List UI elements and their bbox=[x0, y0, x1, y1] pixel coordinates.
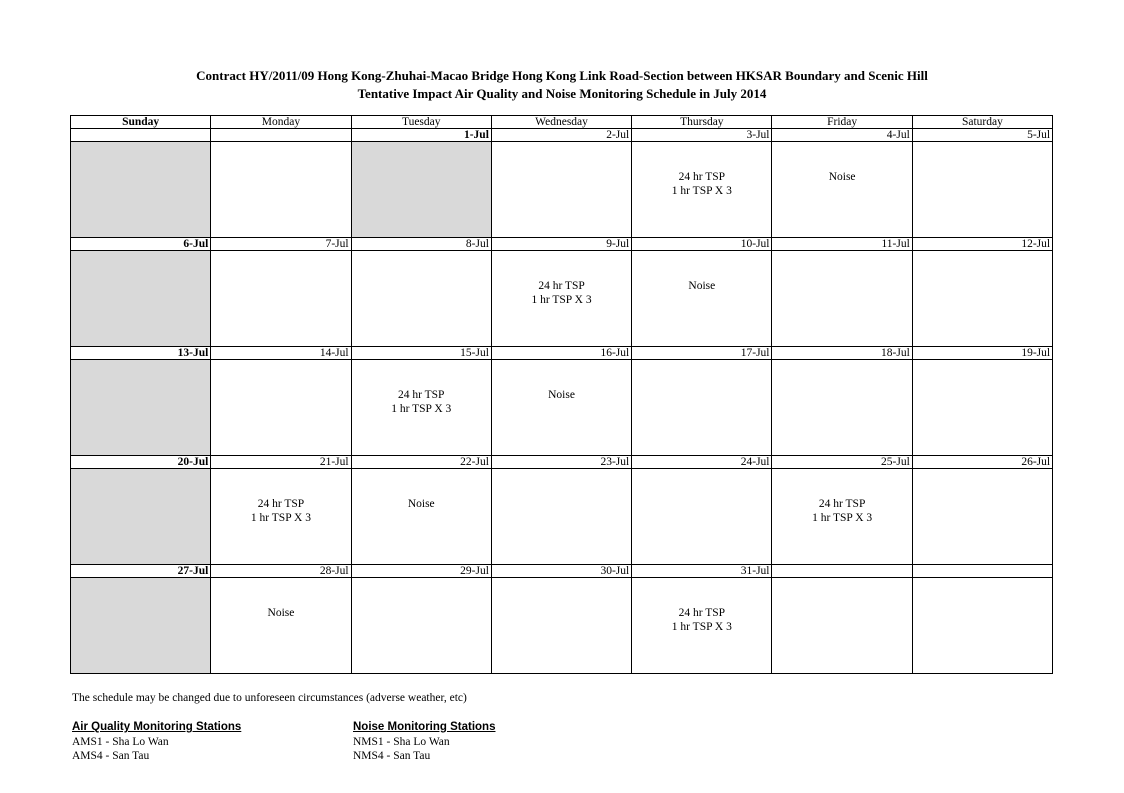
day-cell bbox=[491, 251, 631, 347]
day-cell bbox=[772, 360, 912, 456]
date-label: 20-Jul bbox=[71, 456, 211, 469]
day-cell bbox=[491, 360, 631, 456]
date-label: 30-Jul bbox=[491, 565, 631, 578]
day-cell bbox=[71, 360, 211, 456]
monitoring-event: Noise bbox=[828, 171, 856, 183]
day-cell bbox=[211, 360, 351, 456]
date-label: 13-Jul bbox=[71, 347, 211, 360]
monitoring-event: 24 hr TSP 1 hr TSP X 3 bbox=[531, 280, 592, 306]
date-label: 19-Jul bbox=[912, 347, 1052, 360]
weekday-header-sunday: Sunday bbox=[71, 116, 211, 129]
noise-heading: Noise Monitoring Stations bbox=[353, 721, 496, 733]
date-row bbox=[71, 456, 1053, 469]
date-label: 2-Jul bbox=[491, 129, 631, 142]
weekday-header-saturday: Saturday bbox=[912, 116, 1052, 129]
day-cells-row bbox=[71, 578, 1053, 674]
date-label: 11-Jul bbox=[772, 238, 912, 251]
calendar-table bbox=[70, 115, 1053, 674]
weekday-header-wednesday: Wednesday bbox=[491, 116, 631, 129]
day-cells-row bbox=[71, 251, 1053, 347]
monitoring-event: Noise bbox=[267, 607, 295, 619]
date-label: 5-Jul bbox=[912, 129, 1052, 142]
air-station-item: AMS4 - San Tau bbox=[72, 750, 150, 762]
noise-station-item: NMS1 - Sha Lo Wan bbox=[353, 736, 450, 748]
day-cell bbox=[632, 251, 772, 347]
weekday-header-thursday: Thursday bbox=[632, 116, 772, 129]
weekday-header-row bbox=[71, 116, 1053, 129]
day-cell bbox=[772, 142, 912, 238]
air-station-item: AMS1 - Sha Lo Wan bbox=[72, 736, 169, 748]
day-cell bbox=[912, 142, 1052, 238]
date-label: 15-Jul bbox=[351, 347, 491, 360]
date-label bbox=[71, 129, 211, 142]
day-cell bbox=[71, 142, 211, 238]
day-cell bbox=[351, 251, 491, 347]
monitoring-event: 24 hr TSP 1 hr TSP X 3 bbox=[250, 498, 311, 524]
day-cell bbox=[211, 142, 351, 238]
monitoring-event: 24 hr TSP 1 hr TSP X 3 bbox=[671, 607, 732, 633]
title-line-2: Tentative Impact Air Quality and Noise Monitoring Schedule in July 2014 bbox=[357, 86, 767, 101]
day-cell bbox=[351, 469, 491, 565]
air-quality-heading: Air Quality Monitoring Stations bbox=[72, 721, 242, 733]
noise-station-item: NMS4 - San Tau bbox=[353, 750, 431, 762]
day-cell bbox=[912, 251, 1052, 347]
date-label: 9-Jul bbox=[491, 238, 631, 251]
day-cell bbox=[632, 578, 772, 674]
date-row bbox=[71, 347, 1053, 360]
date-label: 27-Jul bbox=[71, 565, 211, 578]
day-cell bbox=[211, 251, 351, 347]
date-row bbox=[71, 129, 1053, 142]
date-label: 17-Jul bbox=[632, 347, 772, 360]
date-label: 25-Jul bbox=[772, 456, 912, 469]
day-cell bbox=[491, 578, 631, 674]
noise-legend bbox=[353, 720, 495, 763]
day-cell bbox=[912, 578, 1052, 674]
date-row bbox=[71, 238, 1053, 251]
day-cell bbox=[772, 251, 912, 347]
day-cell bbox=[71, 251, 211, 347]
date-label: 1-Jul bbox=[351, 129, 491, 142]
date-label: 12-Jul bbox=[912, 238, 1052, 251]
date-label: 14-Jul bbox=[211, 347, 351, 360]
day-cell bbox=[71, 469, 211, 565]
date-label: 7-Jul bbox=[211, 238, 351, 251]
day-cell bbox=[632, 360, 772, 456]
day-cell bbox=[632, 469, 772, 565]
date-label: 31-Jul bbox=[632, 565, 772, 578]
date-label bbox=[211, 129, 351, 142]
day-cell bbox=[211, 469, 351, 565]
date-label: 10-Jul bbox=[632, 238, 772, 251]
monitoring-event: 24 hr TSP 1 hr TSP X 3 bbox=[812, 498, 873, 524]
date-row bbox=[71, 565, 1053, 578]
day-cell bbox=[912, 469, 1052, 565]
title-line-1: Contract HY/2011/09 Hong Kong-Zhuhai-Macao Bridge Hong Kong Link Road-Section between HKSAR Boundary and Scenic Hill bbox=[196, 68, 928, 83]
day-cell bbox=[71, 578, 211, 674]
day-cells-row bbox=[71, 469, 1053, 565]
monitoring-event: 24 hr TSP 1 hr TSP X 3 bbox=[671, 171, 732, 197]
date-label: 3-Jul bbox=[632, 129, 772, 142]
weekday-header-tuesday: Tuesday bbox=[351, 116, 491, 129]
monitoring-event: 24 hr TSP 1 hr TSP X 3 bbox=[391, 389, 452, 415]
date-label: 24-Jul bbox=[632, 456, 772, 469]
monitoring-event: Noise bbox=[688, 280, 716, 292]
date-label: 16-Jul bbox=[491, 347, 631, 360]
day-cells-row bbox=[71, 142, 1053, 238]
air-quality-legend bbox=[72, 720, 241, 763]
date-label: 6-Jul bbox=[71, 238, 211, 251]
date-label: 8-Jul bbox=[351, 238, 491, 251]
day-cell bbox=[632, 142, 772, 238]
day-cell bbox=[772, 578, 912, 674]
date-label bbox=[912, 565, 1052, 578]
date-label: 29-Jul bbox=[351, 565, 491, 578]
monitoring-event: Noise bbox=[548, 389, 575, 401]
date-label bbox=[772, 565, 912, 578]
day-cell bbox=[351, 578, 491, 674]
day-cell bbox=[491, 469, 631, 565]
weekday-header-friday: Friday bbox=[772, 116, 912, 129]
date-label: 18-Jul bbox=[772, 347, 912, 360]
monitoring-event: Noise bbox=[407, 498, 435, 510]
date-label: 23-Jul bbox=[491, 456, 631, 469]
date-label: 22-Jul bbox=[351, 456, 491, 469]
day-cell bbox=[351, 360, 491, 456]
day-cells-row bbox=[71, 360, 1053, 456]
date-label: 28-Jul bbox=[211, 565, 351, 578]
day-cell bbox=[772, 469, 912, 565]
day-cell bbox=[491, 142, 631, 238]
day-cell bbox=[912, 360, 1052, 456]
schedule-note: The schedule may be changed due to unforeseen circumstances (adverse weather, etc) bbox=[72, 692, 467, 704]
weekday-header-monday: Monday bbox=[211, 116, 351, 129]
day-cell bbox=[351, 142, 491, 238]
date-label: 26-Jul bbox=[912, 456, 1052, 469]
date-label: 21-Jul bbox=[211, 456, 351, 469]
day-cell bbox=[211, 578, 351, 674]
date-label: 4-Jul bbox=[772, 129, 912, 142]
